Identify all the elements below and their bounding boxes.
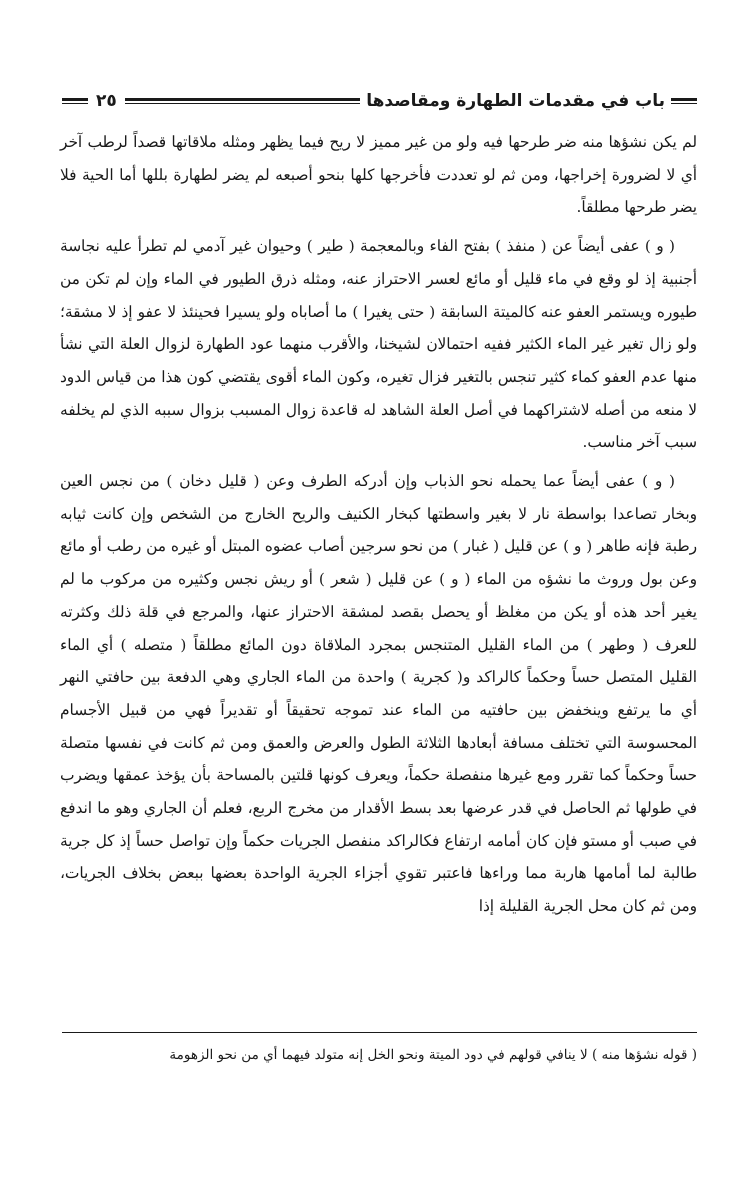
page-header	[62, 86, 697, 116]
header-rule-middle	[125, 98, 360, 104]
page-number: ٢٥	[96, 91, 117, 111]
paragraph-3: ( و ) عفى أيضاً عما يحمله نحو الذباب وإن أدركه الطرف وعن ( قليل دخان ) من نجس العين وبخار تصاعدا بواسطة نار لا بغير واسطتها كبخار الكنيف والريح الخارج من الشخص وإن كانت ثيابه رطبة فإنه طاهر ( و ) عن قليل ( غبار ) من نحو سرجين أصاب عضوه المبتل أو غيره من رطب أو مائع وعن بول وروث ما نشؤه من الماء ( و ) عن قليل ( شعر ) أو ريش نجس وكثيره من مركوب ما لم يغير أحد هذه أو يكن من مغلظ أو يحصل بقصد لمشقة الاحتراز عنها، والمرجع في قلة ذلك وكثرته للعرف ( وطهر ) من الماء القليل المتنجس بمجرد الملاقاة دون المائع مطلقاً ( متصله ) أي الماء القليل المتصل حساً وحكماً كالراكد و( كجرية ) واحدة من الماء الجاري وهي الدفعة بين حافتي النهر أي ما يرتفع وينخفض بين حافتيه من الماء عند تموجه تحقيقاً أو تقديراً فهي من قبيل الأجسام المحسوسة التي تختلف مسافة أبعادها الثلاثة الطول والعرض والعمق ومن ثم كانت في نفسها متصلة حساً وحكماً كما تقرر ومع غيرها منفصلة حكماً، ويعرف كونها قلتين بالمساحة بأن يؤخذ عمقها ويضرب في طولها ثم الحاصل في قدر عرضها بعد بسط الأقدار من مخرج الربع، فعلم أن الجاري وهو ما اندفع في صبب أو مستو فإن كان أمامه ارتفاع فكالراكد منفصل الجريات حكماً وإن تواصل حساً إذ كل جرية طالبة لما أمامها هاربة مما وراءها فاعتبر تقوي أجزاء الجرية الواحدة بعضها ببعض بخلاف الجريات، ومن ثم كان محل الجرية القليلة إذا	[60, 472, 697, 916]
footnote-divider	[62, 1032, 697, 1033]
paragraph-2: ( و ) عفى أيضاً عن ( منفذ ) بفتح الفاء وبالمعجمة ( طير ) وحيوان غير آدمي لم تطرأ عليه نجاسة أجنبية إذ لو وقع في ماء قليل أو مائع لعسر الاحتراز عنه، ومثله ذرق الطيور في الماء وإن لم تكن من طيوره ويستمر العفو عنه كالميتة السابقة ( حتى يغيرا ) ما أصاباه ولو يسيرا فحينئذ لا عفو إذ لا مشقة؛ ولو زال تغير غير الماء الكثير ففيه احتمالان لشيخنا، والأقرب منهما عود الطهارة لزوال العلة التي نشأ منها عدم العفو كماء كثير تنجس بالتغير فزال تغيره، وكون الماء أقوى يقتضي كون هذا من قياس الدود لا منعه من أصله لاشتراكهما في أصل العلة الشاهد له قاعدة زوال المسبب بزوال سببه الذي لم يخلفه سبب آخر مناسب.	[60, 237, 697, 452]
header-rule-right	[671, 98, 697, 104]
main-text	[60, 126, 697, 923]
running-title: باب في مقدمات الطهارة ومقاصدها	[366, 91, 665, 111]
footnote: ( قوله نشؤها منه ) لا ينافي قولهم في دود الميتة ونحو الخل إنه متولد فيهما أي من نحو الزهومة	[169, 1047, 697, 1063]
header-rule-left	[62, 98, 88, 104]
paragraph-1: لم يكن نشؤها منه ضر طرحها فيه ولو من غير مميز لا ريح فيما يظهر ومثله ملاقاتها قصداً لرطب آخر أي لا لضرورة إخراجها، ومن ثم لو تعددت فأخرجها كلها بنحو أصبعه لم يضر لطهارة بللها أما الحية فلا يضر طرحها مطلقاً.	[60, 133, 697, 217]
